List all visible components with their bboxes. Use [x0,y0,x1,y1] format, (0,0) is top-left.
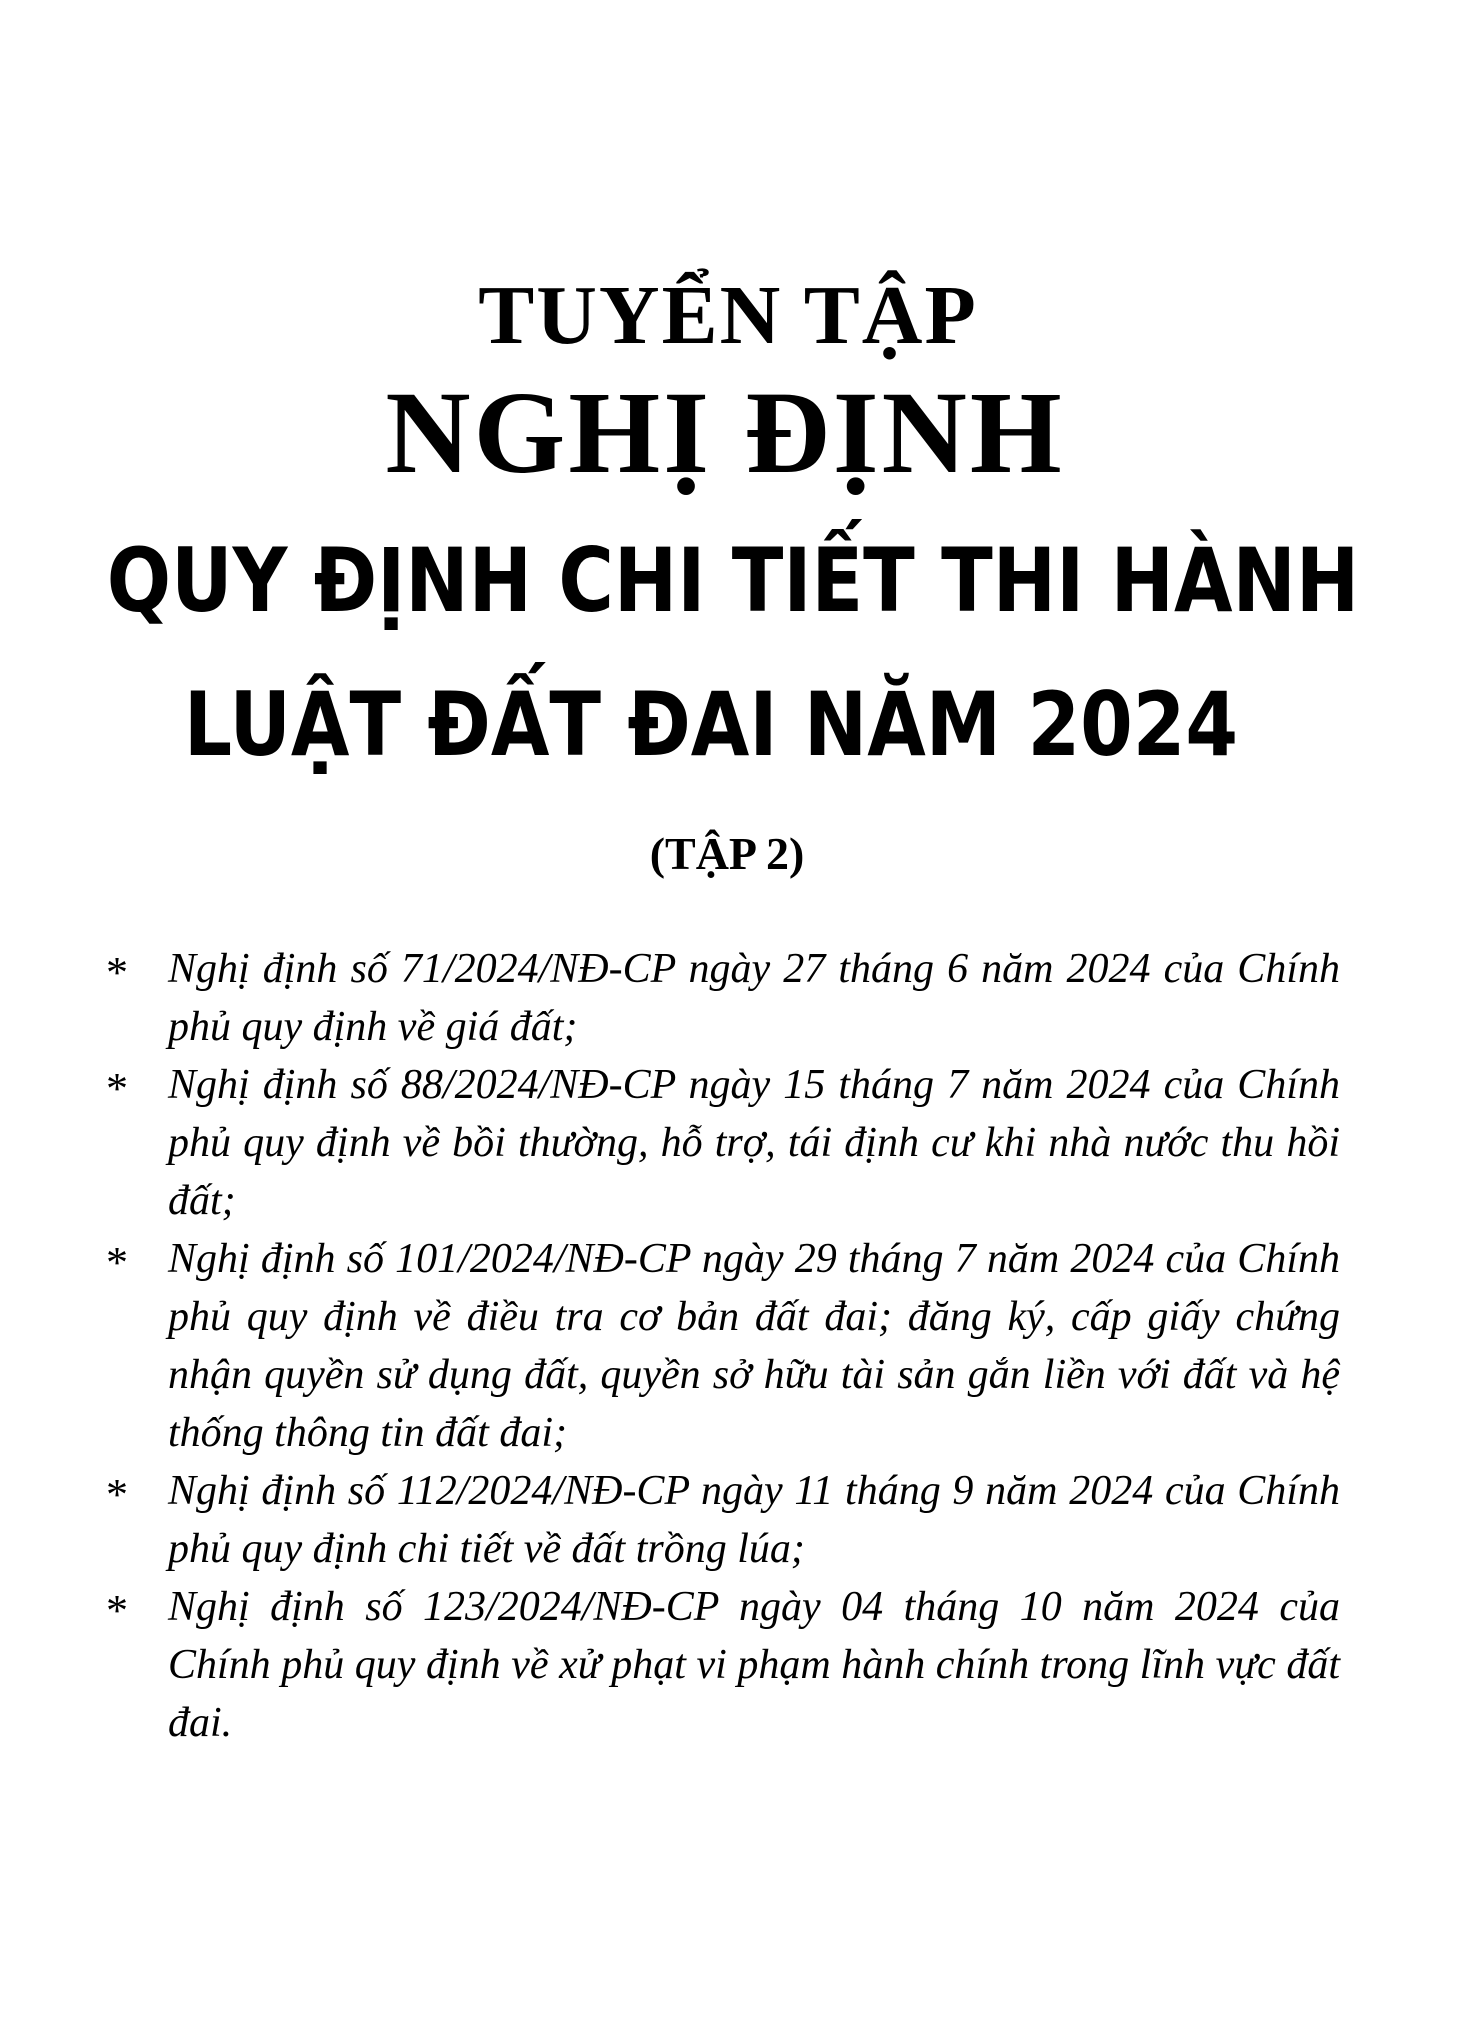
list-item-text: Nghị định số 101/2024/NĐ-CP ngày 29 tháng 7 năm 2024 của Chính phủ quy định về điều tra cơ bản đất đai; đăng ký, cấp giấy chứng nhận quyền sử dụng đất, quyền sở hữu tài sản gắn liền với đất và hệ thống thông tin đất đai; [168,1236,1340,1456]
list-item-text: Nghị định số 88/2024/NĐ-CP ngày 15 tháng 7 năm 2024 của Chính phủ quy định về bồi thường, hỗ trợ, tái định cư khi nhà nước thu hồi đất; [168,1062,1340,1224]
bullet-asterisk-icon: * [106,1470,128,1519]
list-item [0,1462,1466,1578]
list-item-text: Nghị định số 123/2024/NĐ-CP ngày 04 tháng 10 năm 2024 của Chính phủ quy định về xử phạt vi phạm hành chính trong lĩnh vực đất đai. [168,1584,1340,1746]
bullet-asterisk-icon: * [106,948,128,997]
list-item [0,1056,1466,1230]
title-line-collection: TUYỂN TẬP [478,269,978,362]
volume-label: (TẬP 2) [649,828,805,879]
bullet-asterisk-icon: * [106,1586,128,1635]
decree-list [0,940,1466,1752]
list-item-text: Nghị định số 71/2024/NĐ-CP ngày 27 tháng 6 năm 2024 của Chính phủ quy định về giá đất; [168,946,1340,1050]
list-item [0,1230,1466,1462]
list-item-text: Nghị định số 112/2024/NĐ-CP ngày 11 tháng 9 năm 2024 của Chính phủ quy định chi tiết về đất trồng lúa; [168,1468,1340,1572]
list-item [0,940,1466,1056]
title-line-land-law: LUẬT ĐẤT ĐAI NĂM 2024 [183,673,1239,776]
bullet-asterisk-icon: * [106,1064,128,1113]
title-line-decrees: NGHỊ ĐỊNH [385,367,1065,498]
title-line-regulation: QUY ĐỊNH CHI TIẾT THI HÀNH [106,529,1360,632]
list-item [0,1578,1466,1752]
bullet-asterisk-icon: * [106,1238,128,1287]
